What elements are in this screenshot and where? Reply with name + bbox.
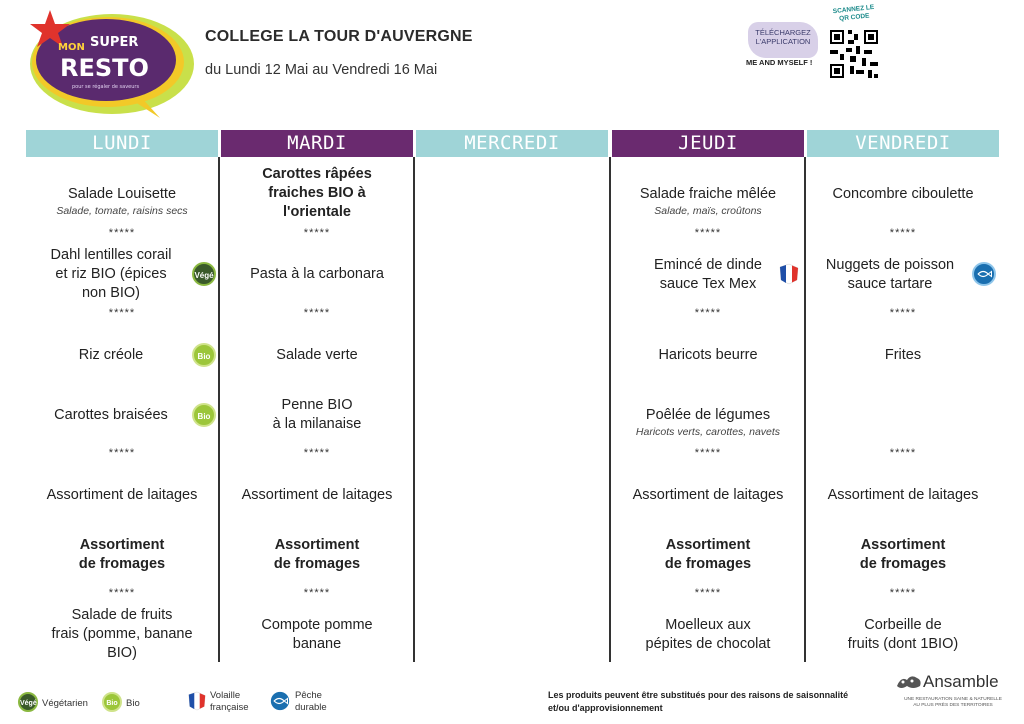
legend-volaille-label xyxy=(210,690,249,714)
lundi-plat xyxy=(26,246,196,303)
lundi-accompagnement-1: Riz créole xyxy=(78,347,144,363)
legend-bio-icon: Bio xyxy=(102,692,122,712)
french-poultry-flag-icon xyxy=(777,263,801,285)
sustainable-fishing-icon xyxy=(972,262,996,286)
separator: ***** xyxy=(694,447,722,459)
menu-dates: du Lundi 12 Mai au Vendredi 16 Mai xyxy=(205,62,438,78)
separator: ***** xyxy=(108,227,136,239)
column-divider xyxy=(609,157,611,662)
separator: ***** xyxy=(694,307,722,319)
legend-fish-icon xyxy=(270,691,290,711)
separator: ***** xyxy=(694,587,722,599)
column-divider xyxy=(218,157,220,662)
dish-line: fraiches BIO à xyxy=(268,185,366,201)
logo-super: SUPER xyxy=(90,35,139,50)
dish-line: Assortiment xyxy=(860,537,946,553)
substitution-disclaimer xyxy=(548,689,848,715)
dish-line: Assortiment xyxy=(274,537,360,553)
dish-line: Assortiment xyxy=(665,537,751,553)
vendredi-laitage: Assortiment de laitages xyxy=(827,487,979,503)
dish-line: Nuggets de poisson xyxy=(825,257,955,273)
separator: ***** xyxy=(303,227,331,239)
dish-line: de fromages xyxy=(78,556,166,572)
day-header-lundi: LUNDI xyxy=(26,130,218,157)
jeudi-entree xyxy=(612,185,804,218)
separator: ***** xyxy=(303,587,331,599)
legend-line: durable xyxy=(295,702,327,713)
legend-french-flag-icon xyxy=(186,691,208,711)
dish-name: Salade Louisette xyxy=(67,186,177,202)
legend-line: Pêche xyxy=(295,690,322,701)
bio-badge-icon: Bio xyxy=(192,403,216,427)
vegetarian-badge-icon: Végé xyxy=(192,262,216,286)
mardi-laitage: Assortiment de laitages xyxy=(241,487,393,503)
dish-name: Poêlée de légumes xyxy=(645,407,771,423)
disclaimer-line: Les produits peuvent être substitués pour des raisons de saisonnalité xyxy=(548,690,849,700)
separator: ***** xyxy=(889,307,917,319)
brand-tagline-line: UNE RESTAURATION SAINE & NATURELLE xyxy=(904,697,1002,702)
dish-line: Dahl lentilles corail xyxy=(50,247,172,263)
vendredi-dessert xyxy=(807,616,999,654)
dish-line: l'orientale xyxy=(283,204,351,220)
dish-line: fruits (dont 1BIO) xyxy=(847,636,959,652)
bio-badge-icon: Bio xyxy=(192,343,216,367)
mardi-accompagnement-1: Salade verte xyxy=(276,347,358,363)
disclaimer-line: et/ou d'approvisionnement xyxy=(548,703,663,713)
lundi-laitage: Assortiment de laitages xyxy=(46,487,198,503)
dish-line: BIO) xyxy=(107,645,137,661)
lundi-dessert xyxy=(26,606,218,663)
dish-line: non BIO) xyxy=(81,285,141,301)
vendredi-plat xyxy=(807,256,973,294)
logo-resto: RESTO xyxy=(60,54,149,82)
jeudi-accompagnement-2 xyxy=(612,406,804,439)
mardi-dessert xyxy=(221,616,413,654)
scan-line: SCANNEZ LE xyxy=(832,3,875,16)
dish-line: sauce tartare xyxy=(847,276,933,292)
separator: ***** xyxy=(303,307,331,319)
separator: ***** xyxy=(889,447,917,459)
legend-vegetarian-icon: Végé xyxy=(18,692,38,712)
dish-line: frais (pomme, banane xyxy=(51,626,193,642)
separator: ***** xyxy=(108,587,136,599)
mardi-entree xyxy=(221,165,413,222)
jeudi-plat xyxy=(612,256,804,294)
jeudi-dessert xyxy=(612,616,804,654)
legend-bio-label: Bio xyxy=(126,698,140,709)
separator: ***** xyxy=(303,447,331,459)
dish-line: Corbeille de xyxy=(864,617,942,633)
dish-detail: Salade, tomate, raisins secs xyxy=(56,205,188,217)
jeudi-fromage xyxy=(612,536,804,574)
vendredi-accompagnement-1: Frites xyxy=(884,347,922,363)
app-name: ME AND MYSELF ! xyxy=(746,58,813,67)
day-header-mardi: MARDI xyxy=(221,130,413,157)
day-header-jeudi: JEUDI xyxy=(612,130,804,157)
brand-name: Ansamble xyxy=(923,672,999,691)
column-divider xyxy=(413,157,415,662)
separator: ***** xyxy=(889,227,917,239)
logo-mon: MON xyxy=(58,42,85,53)
legend-line: française xyxy=(210,702,249,713)
dish-line: de fromages xyxy=(273,556,361,572)
logo-tagline: pour se régaler de saveurs xyxy=(72,84,140,90)
dish-line: Assortiment xyxy=(79,537,165,553)
lundi-entree xyxy=(26,185,218,218)
dish-line: banane xyxy=(292,636,342,652)
dish-line: Carottes râpées xyxy=(262,166,372,182)
dish-detail: Haricots verts, carottes, navets xyxy=(635,426,781,438)
ansamble-logo-icon xyxy=(895,672,923,692)
separator: ***** xyxy=(889,587,917,599)
dish-line: Salade de fruits xyxy=(71,607,173,623)
brand-tagline-line: AU PLUS PRÈS DES TERRITOIRES xyxy=(913,703,993,708)
scan-qr-label xyxy=(821,3,886,26)
legend-peche-label xyxy=(295,690,327,714)
dish-line: Penne BIO xyxy=(281,397,353,413)
app-bubble-line: L'APPLICATION xyxy=(755,37,811,47)
day-header-mercredi: MERCREDI xyxy=(416,130,608,157)
dish-line: de fromages xyxy=(859,556,947,572)
vendredi-fromage xyxy=(807,536,999,574)
lundi-fromage xyxy=(26,536,218,574)
lundi-accompagnement-2: Carottes braisées xyxy=(54,407,168,423)
jeudi-accompagnement-1: Haricots beurre xyxy=(658,347,758,363)
jeudi-laitage: Assortiment de laitages xyxy=(632,487,784,503)
mardi-plat: Pasta à la carbonara xyxy=(250,266,384,282)
dish-line: Emincé de dinde xyxy=(653,257,762,273)
qr-code-icon[interactable] xyxy=(828,28,880,80)
mardi-accompagnement-2 xyxy=(221,396,413,434)
mon-super-resto-logo xyxy=(20,6,195,124)
dish-line: et riz BIO (épices xyxy=(55,266,167,282)
dish-detail: Salade, maïs, croûtons xyxy=(654,205,762,217)
app-bubble-line: TÉLÉCHARGEZ xyxy=(755,28,811,37)
dish-line: à la milanaise xyxy=(272,416,362,432)
separator: ***** xyxy=(108,307,136,319)
legend-vegetarian-label: Végétarien xyxy=(42,698,88,709)
mardi-fromage xyxy=(221,536,413,574)
column-divider xyxy=(804,157,806,662)
scan-line: QR CODE xyxy=(838,12,870,23)
school-name: COLLEGE LA TOUR D'AUVERGNE xyxy=(205,28,473,45)
download-app-bubble xyxy=(748,22,818,58)
dish-name: Salade fraiche mêlée xyxy=(639,186,777,202)
brand-tagline xyxy=(893,697,1013,709)
separator: ***** xyxy=(108,447,136,459)
dish-line: pépites de chocolat xyxy=(645,636,771,652)
dish-line: Moelleux aux xyxy=(665,617,751,633)
dish-line: sauce Tex Mex xyxy=(659,276,757,292)
dish-line: de fromages xyxy=(664,556,752,572)
legend-line: Volaille xyxy=(210,690,241,701)
separator: ***** xyxy=(694,227,722,239)
day-header-vendredi: VENDREDI xyxy=(807,130,999,157)
vendredi-entree: Concombre ciboulette xyxy=(832,186,974,202)
dish-line: Compote pomme xyxy=(261,617,373,633)
